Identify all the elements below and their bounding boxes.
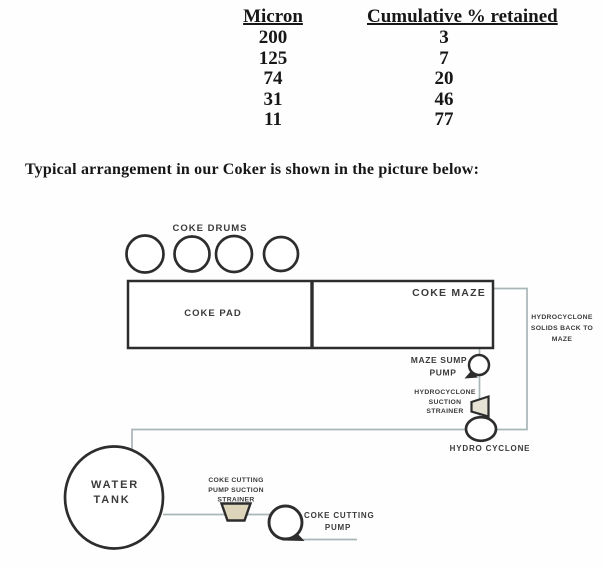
retained-value: 7 xyxy=(439,47,449,69)
coke-pad-label: COKE PAD xyxy=(184,308,242,319)
micron-value: 200 xyxy=(258,27,288,48)
hydrocyclone-strainer-label: HYDROCYCLONE xyxy=(414,389,476,396)
coke-cutting-pump-icon xyxy=(269,506,302,539)
hydro-cyclone-label: HYDRO CYCLONE xyxy=(449,444,531,453)
table-header-cumulative-retained: Cumulative % retained xyxy=(367,6,558,27)
cutting-strainer-label: STRAINER xyxy=(217,496,255,504)
hydrocyclone-strainer-label: STRAINER xyxy=(426,408,464,415)
table-body xyxy=(0,28,604,131)
coke-drum-circle xyxy=(127,236,164,273)
table-header-micron: Micron xyxy=(243,6,303,27)
coke-maze-label: COKE MAZE xyxy=(412,287,486,299)
water-tank-label: TANK xyxy=(93,494,131,506)
micron-value: 11 xyxy=(264,109,282,130)
coke-cutting-suction-strainer-icon xyxy=(222,504,251,521)
table-row xyxy=(0,28,604,49)
retained-value: 20 xyxy=(434,68,454,89)
intro-text: Typical arrangement in our Coker is shown in the picture below: xyxy=(25,161,480,178)
hydro-cyclone-icon xyxy=(466,417,496,441)
coke-drum-circle xyxy=(216,236,252,272)
cutting-pump-label: PUMP xyxy=(324,523,352,532)
water-tank-label: WATER xyxy=(91,479,139,491)
retained-value: 46 xyxy=(434,88,454,110)
coke-drum-circle xyxy=(175,237,210,272)
solids-return-label: SOLIDS BACK TO xyxy=(530,325,594,332)
retained-value: 3 xyxy=(439,27,449,48)
cutting-pump-label: COKE CUTTING xyxy=(304,511,375,520)
coker-arrangement-diagram xyxy=(0,200,604,568)
solids-return-label: HYDROCYCLONE xyxy=(531,314,593,321)
hydrocyclone-suction-strainer-icon xyxy=(472,397,489,417)
table-row xyxy=(0,69,604,90)
micron-value: 125 xyxy=(258,47,288,69)
coke-drum-circle xyxy=(264,237,298,271)
maze-sump-pump-label: PUMP xyxy=(429,367,457,378)
maze-sump-pump-label: MAZE SUMP xyxy=(410,355,468,365)
table-row xyxy=(0,49,604,70)
cutting-strainer-label: COKE CUTTING xyxy=(208,477,264,484)
micron-value: 31 xyxy=(263,88,283,110)
coke-drums-label: COKE DRUMS xyxy=(172,223,248,234)
table-row xyxy=(0,110,604,131)
cutting-strainer-label: PUMP SUCTION xyxy=(208,487,264,494)
retained-value: 77 xyxy=(434,109,454,130)
hydrocyclone-overflow-to-tank-pipe xyxy=(132,430,466,471)
maze-sump-pump-icon xyxy=(469,355,489,375)
solids-return-label: MAZE xyxy=(551,336,573,343)
table-row xyxy=(0,90,604,111)
micron-value: 74 xyxy=(263,68,283,89)
hydrocyclone-strainer-label: SUCTION xyxy=(428,399,462,406)
hydrocyclone-solids-return-pipe xyxy=(493,289,527,430)
